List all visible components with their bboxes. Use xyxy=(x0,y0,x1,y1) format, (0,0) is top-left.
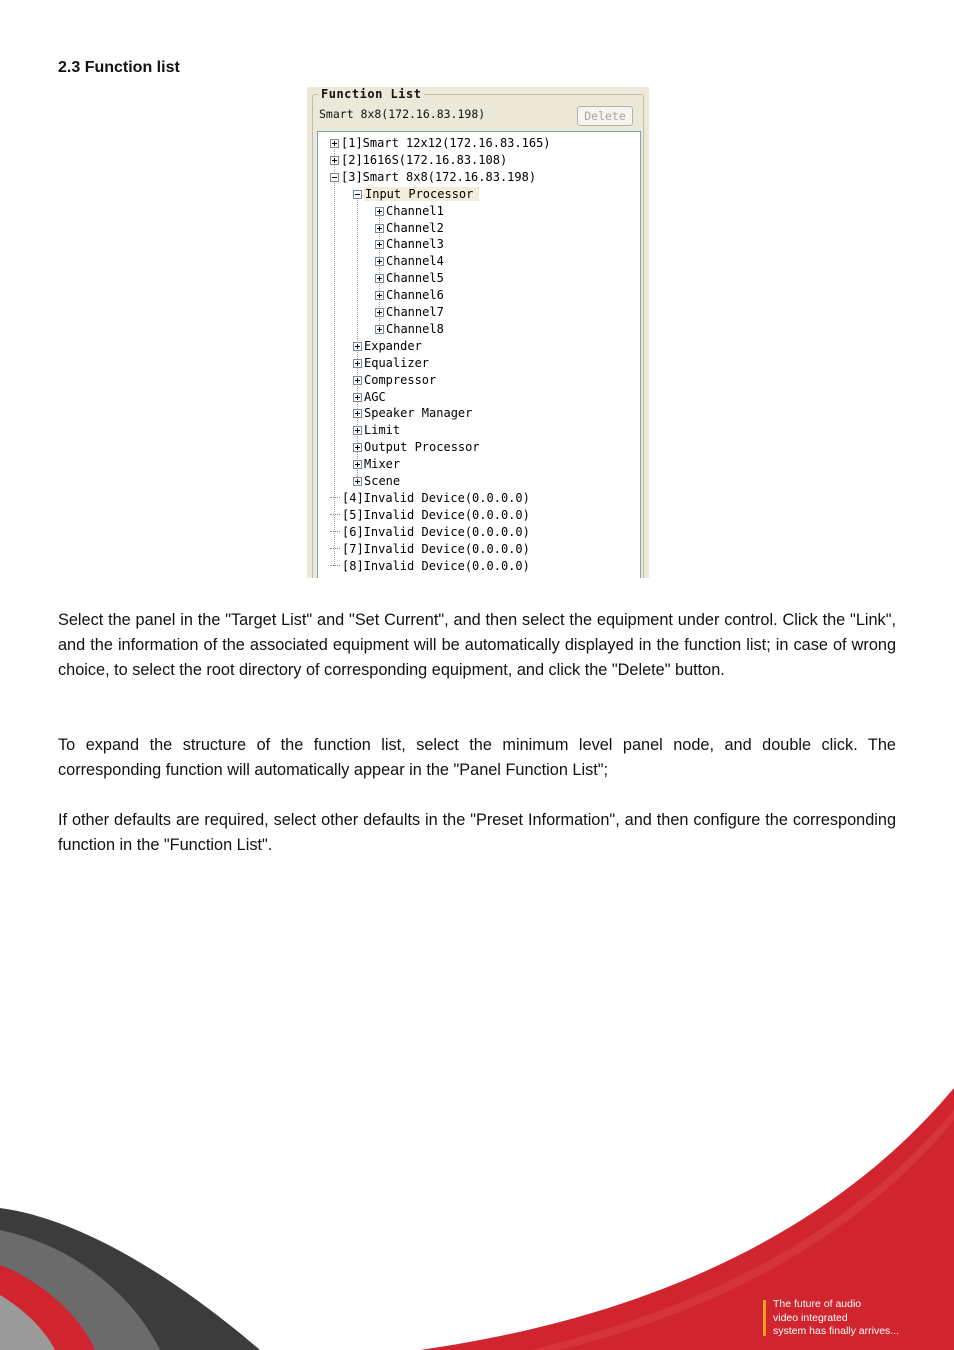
tree-node[interactable] xyxy=(353,473,400,489)
tagline-line: The future of audio xyxy=(773,1298,862,1310)
tree-node[interactable] xyxy=(375,236,444,252)
tree-node-label: [7]Invalid Device(0.0.0.0) xyxy=(342,541,530,556)
footer-tagline xyxy=(773,1298,899,1339)
tree-node-label: Limit xyxy=(364,423,401,438)
tree-node-label: Output Processor xyxy=(364,440,480,455)
tree-node-label: Equalizer xyxy=(364,355,430,370)
expand-plus-icon[interactable] xyxy=(330,139,339,148)
expand-plus-icon[interactable] xyxy=(353,477,362,486)
tree-node[interactable] xyxy=(353,422,400,438)
tree-node[interactable] xyxy=(375,270,444,286)
tree-node-label: Mixer xyxy=(364,457,401,472)
tree-node[interactable] xyxy=(375,220,444,236)
tree-node-label: Speaker Manager xyxy=(364,406,473,421)
tree-node-label: [8]Invalid Device(0.0.0.0) xyxy=(342,558,530,573)
tree-node[interactable] xyxy=(330,135,551,151)
expand-plus-icon[interactable] xyxy=(375,240,384,249)
expand-plus-icon[interactable] xyxy=(330,156,339,165)
tree-node-label: Channel2 xyxy=(386,220,444,235)
expand-plus-icon[interactable] xyxy=(375,325,384,334)
expand-plus-icon[interactable] xyxy=(375,257,384,266)
tree-node[interactable] xyxy=(330,507,530,523)
current-device-label: Smart 8x8(172.16.83.198) xyxy=(319,107,486,121)
tree-node[interactable] xyxy=(353,355,429,371)
tree-node[interactable] xyxy=(330,169,536,185)
tree-node-label: Channel5 xyxy=(386,271,444,286)
tree-node[interactable] xyxy=(330,541,530,557)
tree-node-label: [2]1616S(172.16.83.108) xyxy=(341,152,508,167)
tree-node-label: Input Processor xyxy=(364,187,479,201)
function-tree[interactable] xyxy=(317,131,641,578)
tree-node[interactable] xyxy=(353,389,386,405)
tree-node[interactable] xyxy=(375,321,444,337)
expand-plus-icon[interactable] xyxy=(375,274,384,283)
paragraph-link-instructions: Select the panel in the "Target List" and "Set Current", and then select the equipment under control. Click the "Link", and the information of the associated equipment will be automatically displayed in the function list; in case of wrong choice, to select the root directory of corresponding equipment, and click the "Delete" button. xyxy=(58,611,896,679)
tree-node[interactable] xyxy=(375,203,444,219)
tree-node[interactable] xyxy=(375,304,444,320)
expand-plus-icon[interactable] xyxy=(353,342,362,351)
function-list-panel xyxy=(307,87,649,578)
paragraph-expand-instructions: To expand the structure of the function list, select the minimum level panel node, and double click. The corresponding function will automatically appear in the "Panel Function List"; xyxy=(58,736,896,779)
tree-node-label: Channel3 xyxy=(386,237,444,252)
tree-node[interactable] xyxy=(353,186,479,202)
tree-node-label: Scene xyxy=(364,474,401,488)
collapse-minus-icon[interactable] xyxy=(330,173,339,182)
function-list-title: Function List xyxy=(318,87,424,101)
tree-node-label: Channel7 xyxy=(386,305,444,319)
expand-plus-icon[interactable] xyxy=(375,291,384,300)
paragraph-preset-instructions: If other defaults are required, select other defaults in the "Preset Information", and then configure the corresponding function in the "Function List". xyxy=(58,811,896,854)
tree-node-label: Channel8 xyxy=(386,321,444,336)
expand-plus-icon[interactable] xyxy=(353,359,362,368)
expand-plus-icon[interactable] xyxy=(353,376,362,385)
tree-node-label: [1]Smart 12x12(172.16.83.165) xyxy=(341,136,551,150)
expand-plus-icon[interactable] xyxy=(353,460,362,469)
expand-plus-icon[interactable] xyxy=(353,393,362,402)
tree-node[interactable] xyxy=(330,558,530,574)
tree-node-label: Compressor xyxy=(364,372,437,387)
tree-node[interactable] xyxy=(330,524,530,540)
tree-node-label: Channel1 xyxy=(386,203,444,218)
tree-node[interactable] xyxy=(375,253,444,269)
expand-plus-icon[interactable] xyxy=(353,426,362,435)
tree-node[interactable] xyxy=(330,490,530,506)
section-title: 2.3 Function list xyxy=(58,59,180,76)
tree-node[interactable] xyxy=(353,372,436,388)
tree-node[interactable] xyxy=(353,405,472,421)
tagline-accent-bar xyxy=(763,1300,766,1336)
tree-connector xyxy=(330,548,340,550)
expand-plus-icon[interactable] xyxy=(353,443,362,452)
tree-node-label: [4]Invalid Device(0.0.0.0) xyxy=(342,490,530,505)
tree-connector xyxy=(330,565,340,567)
tree-node-label: Channel4 xyxy=(386,254,444,269)
tree-node[interactable] xyxy=(353,338,422,354)
tree-node-label: Expander xyxy=(364,338,422,353)
tree-node[interactable] xyxy=(353,439,480,455)
expand-plus-icon[interactable] xyxy=(375,224,384,233)
tree-connector xyxy=(330,531,340,533)
collapse-minus-icon[interactable] xyxy=(353,190,362,199)
tree-connector xyxy=(330,514,340,516)
tagline-line: system has finally arrives... xyxy=(773,1325,900,1337)
expand-plus-icon[interactable] xyxy=(375,207,384,216)
expand-plus-icon[interactable] xyxy=(353,409,362,418)
tree-node[interactable] xyxy=(330,152,507,168)
expand-plus-icon[interactable] xyxy=(375,308,384,317)
tree-connector xyxy=(330,497,340,499)
tree-node-label: AGC xyxy=(364,389,386,404)
tree-node-label: [5]Invalid Device(0.0.0.0) xyxy=(342,507,530,522)
tagline-line: video integrated xyxy=(773,1311,848,1324)
delete-button[interactable]: Delete xyxy=(577,106,633,126)
tree-node[interactable] xyxy=(375,287,444,303)
tree-node-label: [3]Smart 8x8(172.16.83.198) xyxy=(341,169,537,184)
tree-node[interactable] xyxy=(353,456,400,472)
tree-node-label: [6]Invalid Device(0.0.0.0) xyxy=(342,524,530,539)
tree-node-label: Channel6 xyxy=(386,288,444,303)
